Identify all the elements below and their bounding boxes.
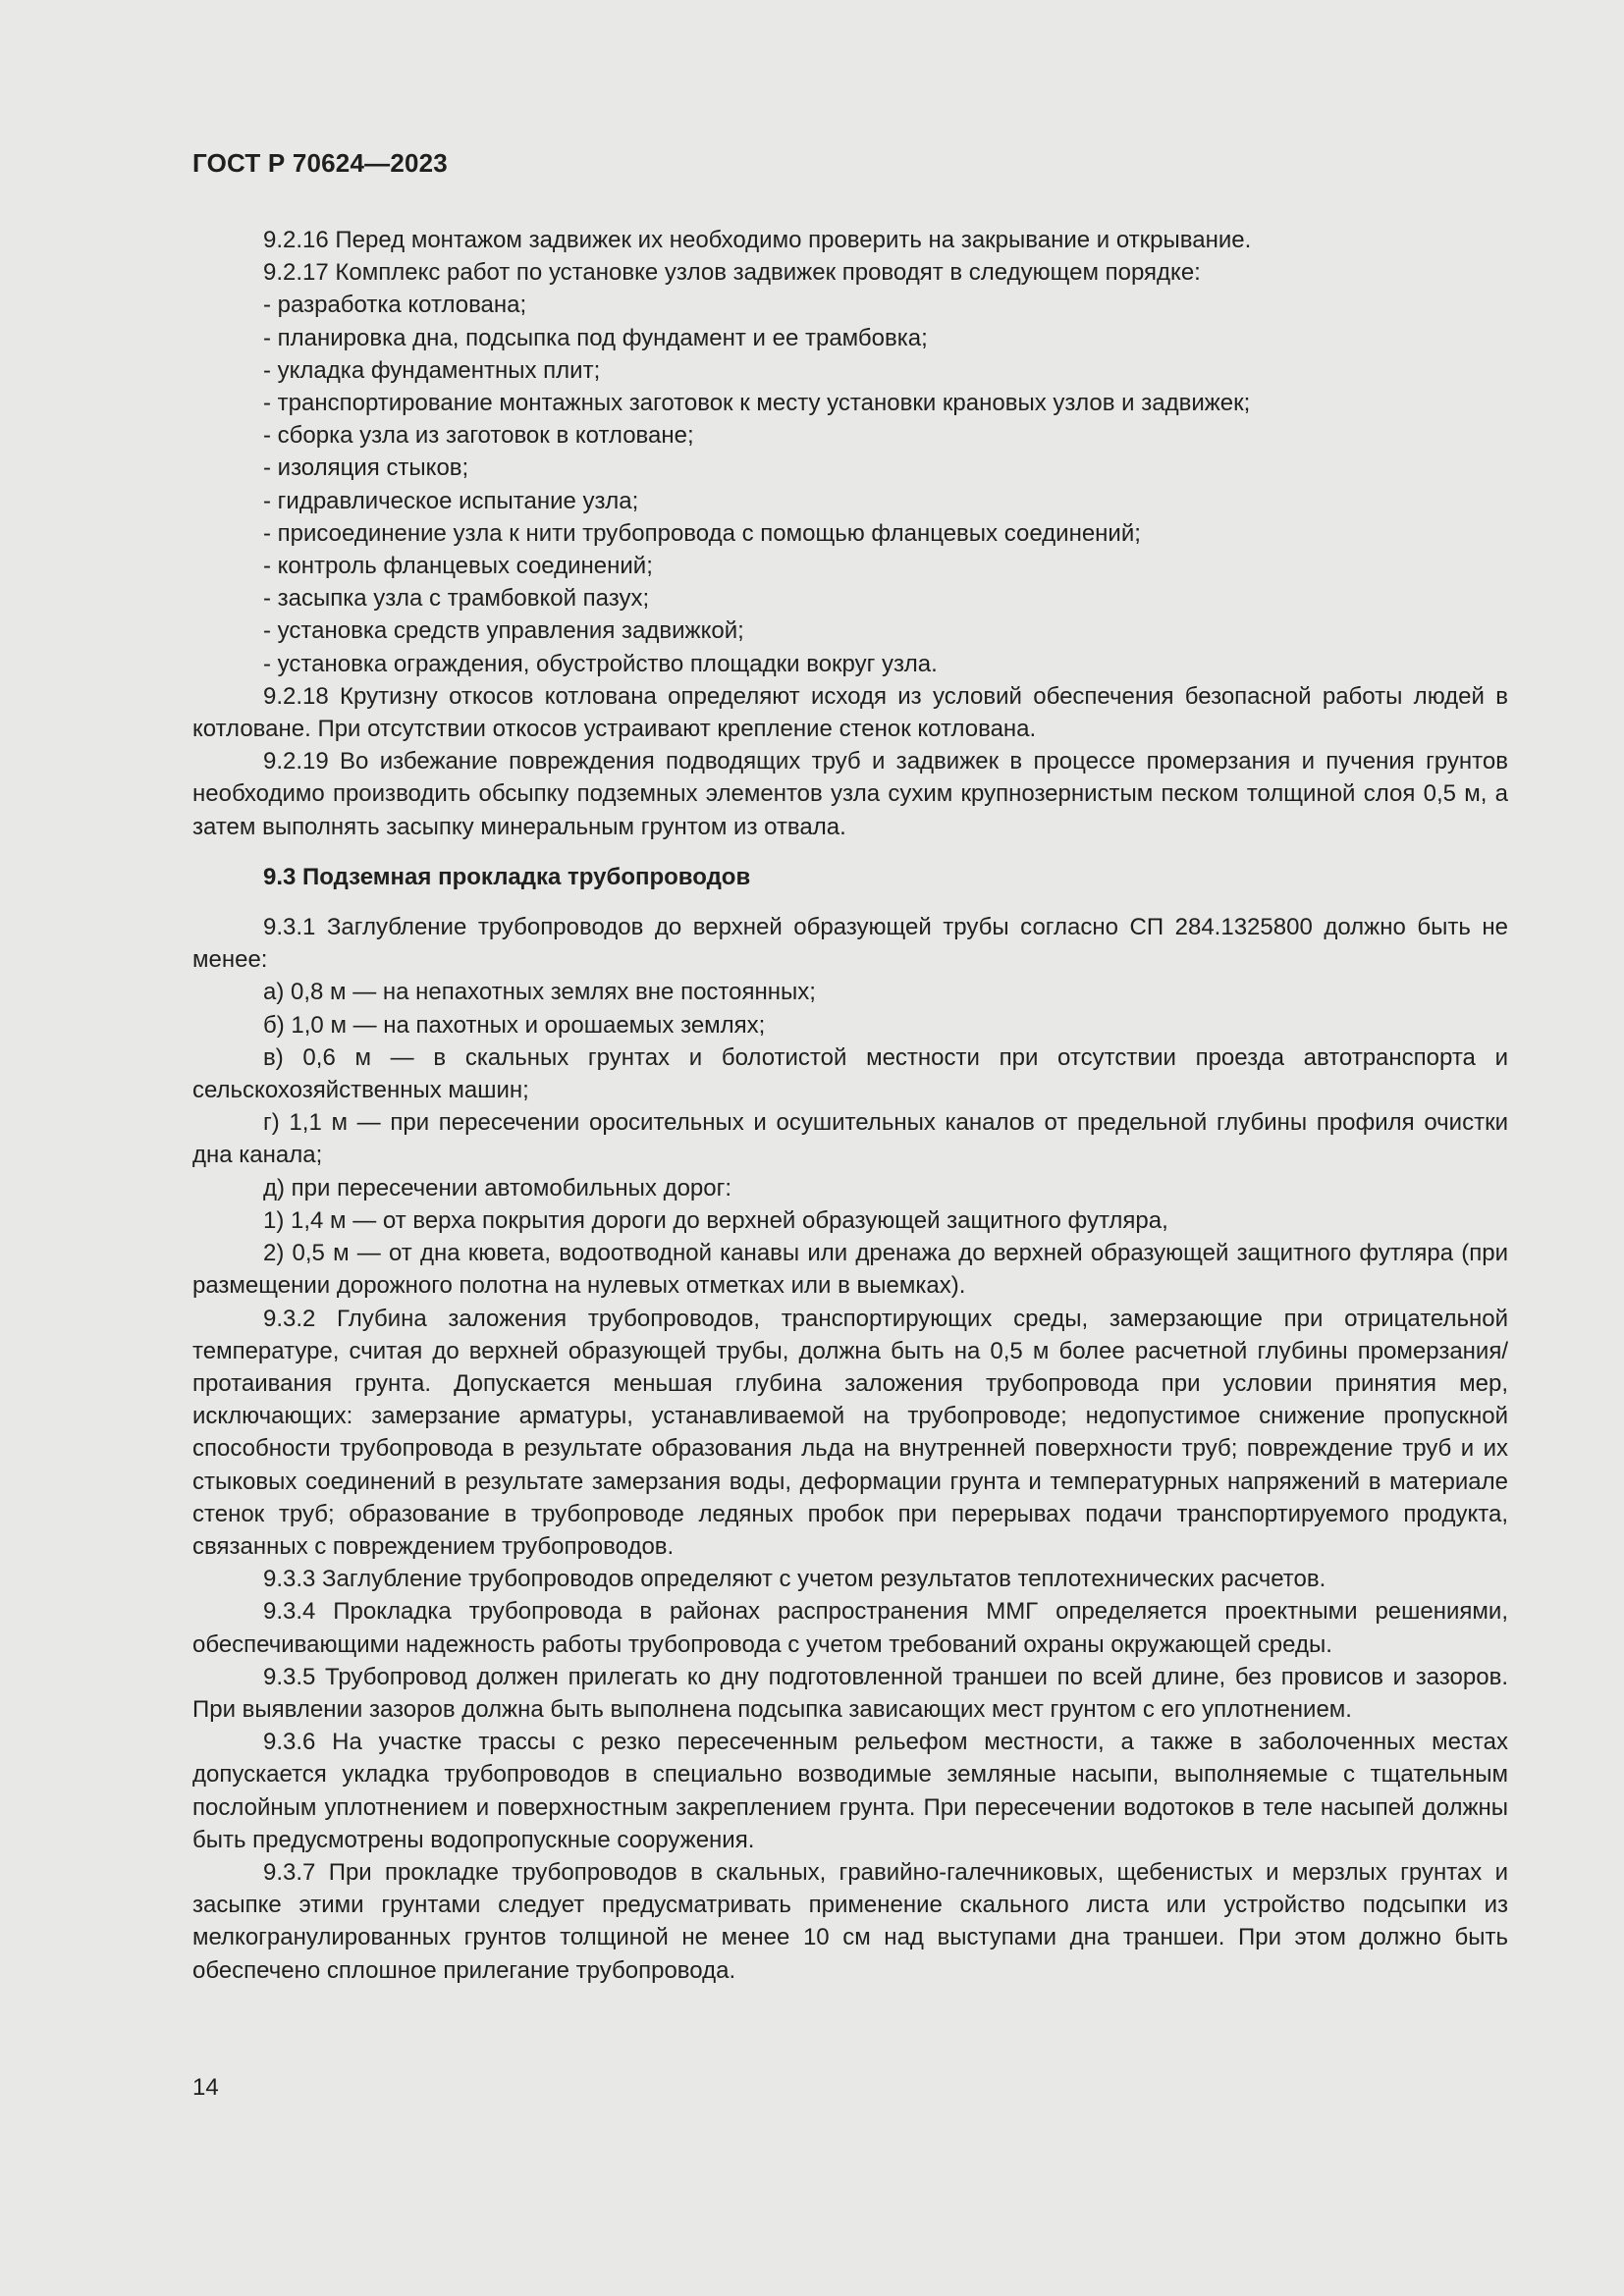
paragraph: 9.3.5 Трубопровод должен прилегать ко дну подготовленной траншеи по всей длине, без провисов и зазоров. При выявлении зазоров должна быть выполнена подсыпка зависающих мест грунтом с его уплотнением. — [192, 1663, 1508, 1723]
list-item: - засыпка узла с трамбовкой пазух; — [263, 585, 650, 613]
paragraph: в) 0,6 м — в скальных грунтах и болотистой местности при отсутствии проезда автотранспорта и сельскохозяйственных машин; — [192, 1043, 1508, 1104]
paragraph: 9.3.7 При прокладке трубопроводов в скальных, гравийно-галечниковых, щебенистых и мерзлых грунтах и засыпке этими грунтами следует предусматривать применение скального листа или устройство подсыпки из мелкогранулированных грунтов толщиной не менее 10 см над выступами дна траншеи. При этом должно быть обеспечено сплошное прилегание трубопровода. — [192, 1858, 1508, 1984]
list-item: - планировка дна, подсыпка под фундамент и ее трамбовка; — [263, 324, 928, 351]
paragraph: 9.2.16 Перед монтажом задвижек их необходимо проверить на закрывание и открывание. — [263, 227, 1252, 253]
paragraph: 9.2.18 Крутизну откосов котлована определяют исходя из условий обеспечения безопасной работы людей в котловане. При отсутствии откосов устраивают крепление стенок котлована. — [192, 682, 1508, 743]
paragraph: б) 1,0 м — на пахотных и орошаемых землях; — [263, 1011, 766, 1039]
list-item: - изоляция стыков; — [263, 454, 469, 482]
paragraph: 9.3.3 Заглубление трубопроводов определяют с учетом результатов теплотехнических расчетов. — [263, 1566, 1326, 1593]
document-page — [192, 145, 1508, 1987]
list-item: - разработка котлована; — [263, 292, 527, 319]
list-item: - присоединение узла к нити трубопровода с помощью фланцевых соединений; — [263, 519, 1141, 547]
list-item: - укладка фундаментных плит; — [263, 356, 601, 384]
paragraph: г) 1,1 м — при пересечении оросительных и осушительных каналов от предельной глубины профиля очистки дна канала; — [192, 1109, 1508, 1169]
paragraph: 9.3.4 Прокладка трубопровода в районах распространения ММГ определяется проектными решениями, обеспечивающими надежность работы трубопровода с учетом требований охраны окружающей среды. — [192, 1598, 1508, 1658]
section-heading: 9.3 Подземная прокладка трубопроводов — [263, 863, 751, 890]
paragraph: 9.3.6 На участке трассы с резко пересеченным рельефом местности, а также в заболоченных местах допускается укладка трубопроводов в специально возводимые земляные насыпи, выполняемые с тщательным послойным уплотнением и поверхностным закреплением грунта. При пересечении водотоков в теле насыпей должны быть предусмотрены водопропускные сооружения. — [192, 1729, 1508, 1853]
paragraph: 9.2.17 Комплекс работ по установке узлов задвижек проводят в следующем порядке: — [263, 259, 1201, 287]
paragraph: 9.3.2 Глубина заложения трубопроводов, транспортирующих среды, замерзающие при отрицательной температуре, считая до верхней образующей трубы, должна быть на 0,5 м более расчетной глубины промерзания/протаивания грунта. Допускается меньшая глубина заложения трубопровода при условии принятия мер, исключающих: замерзание арматуры, устанавливаемой на трубопроводе; недопустимое снижение пропускной способности трубопровода в результате образования льда на внутренней поверхности труб; повреждение труб и их стыковых соединений в результате замерзания воды, деформации грунта и температурных напряжений в материале стенок труб; образование в трубопроводе ледяных пробок при перерывах подачи транспортируемого продукта, связанных с повреждением трубопроводов. — [192, 1305, 1508, 1560]
list-item: - гидравлическое испытание узла; — [263, 487, 639, 514]
page-number: 14 — [192, 2074, 219, 2101]
list-item: - транспортирование монтажных заготовок к месту установки крановых узлов и задвижек; — [263, 390, 1251, 417]
paragraph: а) 0,8 м — на непахотных землях вне постоянных; — [263, 979, 816, 1006]
list-item: - сборка узла из заготовок в котловане; — [263, 422, 694, 450]
list-item: - контроль фланцевых соединений; — [263, 553, 653, 580]
document-body — [192, 224, 1508, 1987]
paragraph: 2) 0,5 м — от дна кювета, водоотводной канавы или дренажа до верхней образующей защитного футляра (при размещении дорожного полотна на нулевых отметках или в выемках). — [192, 1240, 1508, 1300]
standard-id-header: ГОСТ Р 70624—2023 — [192, 148, 448, 178]
list-item: - установка ограждения, обустройство площадки вокруг узла. — [263, 650, 938, 677]
list-item: - установка средств управления задвижкой; — [263, 617, 744, 645]
paragraph: 9.3.1 Заглубление трубопроводов до верхней образующей трубы согласно СП 284.1325800 должно быть не менее: — [192, 914, 1508, 974]
paragraph: 1) 1,4 м — от верха покрытия дороги до верхней образующей защитного футляра, — [263, 1206, 1168, 1234]
paragraph: д) при пересечении автомобильных дорог: — [263, 1174, 732, 1201]
paragraph: 9.2.19 Во избежание повреждения подводящих труб и задвижек в процессе промерзания и пучения грунтов необходимо производить обсыпку подземных элементов узла сухим крупнозернистым песком толщиной слоя 0,5 м, а затем выполнять засыпку минеральным грунтом из отвала. — [192, 748, 1508, 840]
